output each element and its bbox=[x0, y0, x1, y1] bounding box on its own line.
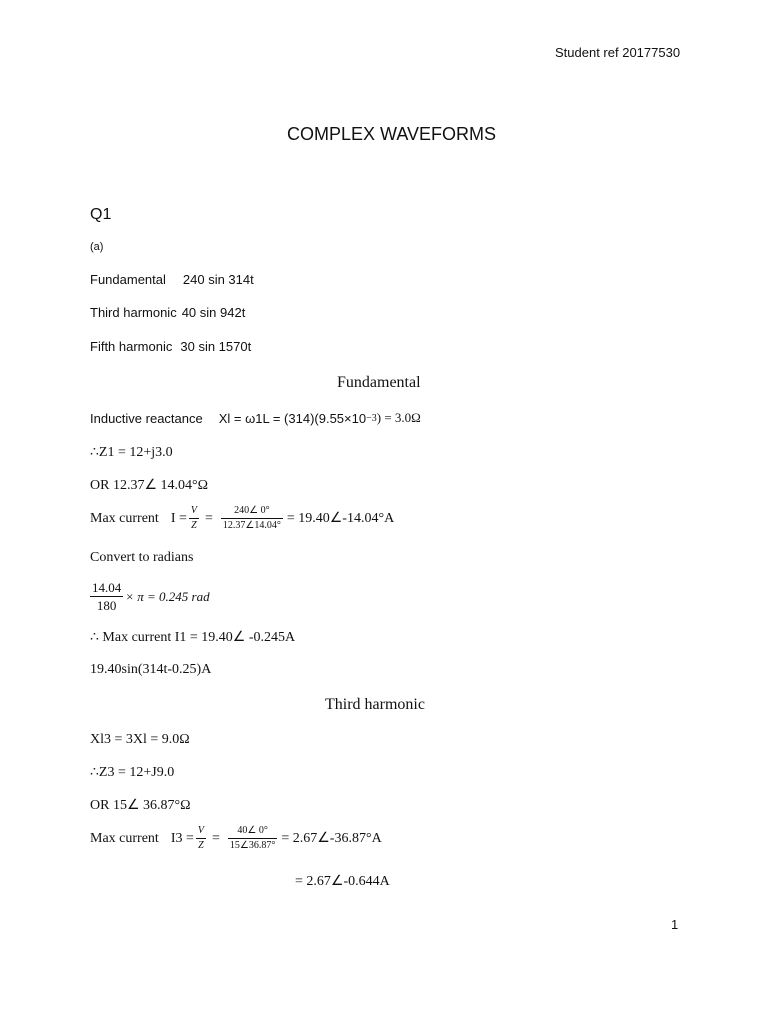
component-name: Third harmonic bbox=[90, 305, 177, 320]
z3-polar-line: OR 15∠ 36.87°Ω bbox=[90, 798, 191, 813]
part-label: (a) bbox=[90, 241, 104, 253]
reactance-label: Inductive reactance bbox=[90, 410, 203, 426]
component-fundamental bbox=[90, 272, 254, 287]
reactance-tail: ) = 3.0Ω bbox=[376, 410, 421, 425]
fundamental-heading: Fundamental bbox=[337, 374, 421, 391]
reactance-line bbox=[90, 410, 421, 426]
sine-expression: 19.40sin(314t-0.25)A bbox=[90, 662, 212, 677]
component-expr: 240 sin 314t bbox=[182, 272, 254, 287]
equals-sign: = bbox=[211, 830, 220, 846]
radians-conversion bbox=[88, 581, 210, 612]
current-symbol: I = bbox=[170, 510, 187, 526]
phasor-fraction: $\frac{240\angle 0^\circ}{12.37\angle 14.04^\circ}$ bbox=[222, 505, 281, 531]
max-current-label: Max current bbox=[90, 830, 159, 846]
component-expr: 40 sin 942t bbox=[181, 305, 246, 320]
equals-sign: = bbox=[204, 510, 213, 526]
component-fifth bbox=[90, 339, 251, 354]
component-expr: 30 sin 1570t bbox=[180, 339, 252, 354]
page-title: COMPLEX WAVEFORMS bbox=[287, 124, 497, 144]
third-harmonic-heading: Third harmonic bbox=[325, 696, 425, 713]
max-current-radians: ∴ Max current I1 = 19.40∠ -0.245A bbox=[90, 630, 296, 645]
reactance-expr: Xl = ω1L = (314)(9.55×10 bbox=[218, 410, 367, 426]
current-result: = 19.40∠-14.04°A bbox=[286, 511, 395, 526]
third-current-radians: = 2.67∠-0.644A bbox=[295, 874, 390, 889]
xl3-line: Xl3 = 3Xl = 9.0Ω bbox=[90, 732, 190, 747]
component-third bbox=[90, 305, 245, 320]
v-over-z-fraction: $\frac{V}{Z}$ bbox=[197, 825, 204, 851]
convert-radians-label: Convert to radians bbox=[90, 550, 194, 565]
question-label: Q1 bbox=[90, 206, 112, 223]
z1-line: ∴Z1 = 12+j3.0 bbox=[90, 445, 173, 460]
student-ref: Student ref 20177530 bbox=[555, 45, 681, 60]
current-result: = 2.67∠-36.87°A bbox=[281, 831, 382, 846]
radians-tail: × π = 0.245 rad bbox=[125, 588, 210, 604]
max-current-line bbox=[90, 506, 394, 531]
page-number: 1 bbox=[671, 917, 679, 932]
z3-line: ∴Z3 = 12+J9.0 bbox=[90, 765, 175, 780]
radians-fraction: $\frac{14.04}{180}$ bbox=[92, 580, 122, 613]
max-current-label: Max current bbox=[90, 510, 159, 526]
phasor-fraction: $\frac{40\angle 0^\circ}{15\angle 36.87^\circ}$ bbox=[229, 825, 276, 851]
v-over-z-fraction: $\frac{V}{Z}$ bbox=[190, 505, 197, 531]
z1-polar-line: OR 12.37∠ 14.04°Ω bbox=[90, 478, 209, 493]
component-name: Fifth harmonic bbox=[90, 339, 173, 354]
reactance-exponent: −3 bbox=[366, 412, 377, 424]
component-name: Fundamental bbox=[90, 272, 166, 287]
third-max-current-line bbox=[90, 826, 382, 851]
current-symbol: I3 = bbox=[170, 830, 194, 846]
